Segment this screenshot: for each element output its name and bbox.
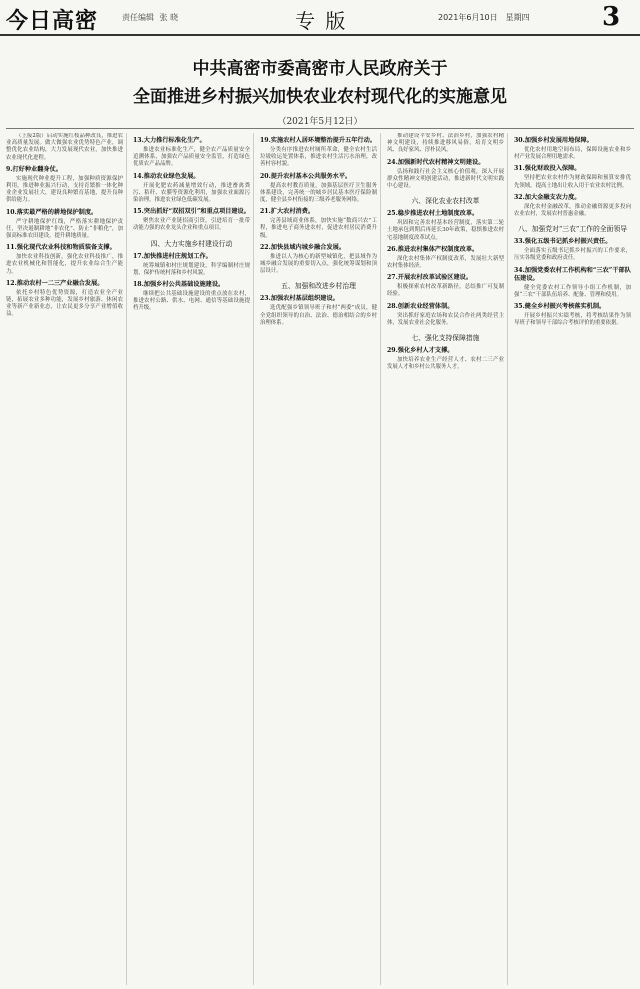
subheading: 23.加强农村基层组织建设。 [260, 295, 339, 303]
paragraph: 实施现代种业提升工程，加强种质资源保护利用，推进种业振兴行动，支持育繁推一体化种业企业发展壮大，建设良种繁育基地，提升良种供给能力。 [6, 175, 123, 204]
subheading: 30.加强乡村发展用地保障。 [514, 137, 593, 144]
editor-label: 责任编辑 [122, 13, 154, 22]
subheading: 13.大力推行标准化生产。 [133, 137, 206, 144]
masthead [0, 0, 640, 36]
paragraph: 积极探索农村改革新路径，总结推广可复制经验。 [387, 284, 504, 298]
subheading: 14.推动农业绿色发展。 [133, 172, 200, 180]
article-column [133, 133, 254, 985]
paragraph: 坚持把农业农村作为财政保障和预算安排优先领域，提高土地出让收入用于农业农村比例。 [514, 175, 631, 189]
paragraph: 健全党委农村工作领导小组工作机制，加强“三农”干部队伍培养、配备、管理和使用。 [514, 284, 631, 298]
subheading: 29.强化乡村人才支撑。 [387, 347, 454, 355]
subheading: 22.加快县域内城乡融合发展。 [260, 243, 346, 251]
paragraph: 分类有序推进农村厕所革命，健全农村生活垃圾收运处置体系，推进农村生活污水治理，改善村容村貌。 [260, 147, 377, 168]
paragraph: 全面落实五级书记抓乡村振兴的工作要求，压实各级党委和政府责任。 [514, 248, 631, 262]
divider [6, 128, 634, 129]
paragraph: 巩固和完善农村基本经营制度，落实第二轮土地承包到期后再延长30年政策，稳慎推进农村宅基地制度改革试点。 [387, 220, 504, 241]
subheading: 10.落实最严格的耕地保护制度。 [6, 208, 98, 216]
subheading: 34.加强党委农村工作机构和“三农”干部队伍建设。 [514, 266, 631, 282]
subheading: 19.实施农村人居环境整治提升五年行动。 [260, 137, 376, 144]
editor-name: 张 晓 [159, 13, 179, 22]
issue-date: 2021年6月10日 星期四 [438, 13, 530, 22]
publication-date: （2021年5月12日） [277, 117, 363, 127]
section-heading: 六、深化农业农村改革 [411, 197, 480, 206]
subheading: 15.突出抓好“双招双引”和重点项目建设。 [133, 208, 250, 216]
paragraph: 选优配强乡镇领导班子和村“两委”成员，健全党组织领导的自治、法治、德治相结合的乡村治理体系。 [260, 305, 377, 326]
subheading: 35.健全乡村振兴考核落实机制。 [514, 303, 606, 311]
paragraph: 深化农村金融改革，推动金融资源更多投向农业农村，发展农村普惠金融。 [514, 203, 631, 218]
paragraph: 深化农村集体产权制度改革，发展壮大新型农村集体经济。 [387, 255, 504, 270]
paragraph: 加快培养农业生产经营人才、农村二三产业发展人才和乡村公共服务人才。 [387, 357, 504, 371]
paragraph: 严守耕地保护红线，严格落实耕地保护责任，坚决遏制耕地“非农化”、防止“非粮化”，加强高标准农田建设，提升耕地质量。 [6, 218, 123, 240]
page-number: 3 [602, 2, 621, 32]
paragraph: 优化农村用地空间布局，保障设施农业和乡村产业发展合理用地需求。 [514, 147, 631, 161]
subheading: 25.稳步推进农村土地制度改革。 [387, 210, 479, 218]
subheading: 18.加强乡村公共基础设施建设。 [133, 281, 225, 289]
subheading: 28.创新农业经营体制。 [387, 302, 454, 310]
paragraph: 加快农业科技创新，强化农业科技推广，推进农业机械化和智能化，提升农业综合生产能力。 [6, 254, 123, 275]
section-heading: 八、加强党对“三农”工作的全面领导 [518, 225, 627, 234]
paragraph: （上接2版）启动实施红枝品种改良，推进农业高质量发展。做大做强农业优势特色产业，调整优化农业结构，大力发展现代农业，加快推进农业现代化进程。 [6, 133, 123, 161]
subheading: 20.提升农村基本公共服务水平。 [260, 172, 352, 180]
subheading: 9.打好种业翻身仗。 [6, 165, 62, 173]
section-heading: 七、强化支持保障措施 [411, 334, 480, 343]
section-name: 专 版 [295, 9, 348, 33]
subheading: 33.强化五级书记抓乡村振兴责任。 [514, 238, 612, 246]
section-heading: 五、加强和改进乡村治理 [281, 282, 356, 291]
paragraph: 开展乡村振兴实绩考核，将考核结果作为领导班子和领导干部综合考核评价的重要依据。 [514, 313, 631, 327]
subheading: 31.强化财政投入保障。 [514, 165, 581, 173]
paragraph: 完善县域商业体系，加快实施“数商兴农”工程，推进电子商务进农村，促进农村居民消费升级。 [260, 218, 377, 239]
article-column [387, 133, 508, 985]
paragraph: 继续把公共基础设施建设的重点放在农村，推进农村公路、供水、电网、通信等基础设施提档升级。 [133, 291, 250, 312]
paragraph: 弘扬和践行社会主义核心价值观，深入开展群众性精神文明创建活动，推进新时代文明实践中心建设。 [387, 168, 504, 190]
article-column [6, 133, 127, 985]
paragraph: 聚焦农业产业链招商引资，引进培育一批带动能力强的农业龙头企业和重点项目。 [133, 218, 250, 232]
paper-name: 今日高密 [6, 8, 99, 34]
headline-line1: 中共高密市委高密市人民政府关于 [192, 59, 448, 79]
paragraph: 依托乡村特色优势资源，打造农业全产业链，拓展农业多种功能，发展乡村旅游、休闲农业等新产业新业态，让农民更多分享产业增值收益。 [6, 289, 123, 318]
headline-line2: 全面推进乡村振兴加快农业农村现代化的实施意见 [133, 87, 507, 107]
paragraph: 提高农村教育质量，加强基层医疗卫生服务体系建设，完善统一的城乡居民基本医疗保险制度，健全县乡村衔接的三级养老服务网络。 [260, 182, 377, 204]
subheading: 26.推进农村集体产权制度改革。 [387, 245, 479, 253]
paragraph: 推动建设平安乡村、法治乡村，加强农村精神文明建设，持续推进移风易俗，培育文明乡风、良好家风、淳朴民风。 [387, 133, 504, 154]
subheading: 17.加快推进村庄规划工作。 [133, 252, 212, 260]
paragraph: 开展化肥农药减量增效行动，推进畜禽粪污、秸秆、农膜等资源化利用，加强农业面源污染治理，推进农业绿色低碳发展。 [133, 182, 250, 204]
article-column [514, 133, 634, 985]
subheading: 24.加强新时代农村精神文明建设。 [387, 158, 485, 166]
article-columns [6, 133, 634, 985]
paragraph: 统筹城镇和村庄规划建设，科学编制村庄规划，保护传统村落和乡村风貌。 [133, 262, 250, 276]
paragraph: 推进农业标准化生产，健全农产品质量安全追溯体系，加强农产品质量安全监管，打造绿色优质农产品品牌。 [133, 147, 250, 168]
paragraph: 突出抓好家庭农场和农民合作社两类经营主体，发展农业社会化服务。 [387, 312, 504, 326]
paragraph: 推进以人为核心的新型城镇化，把县域作为城乡融合发展的重要切入点，强化统筹谋划和顶层设计。 [260, 253, 377, 275]
subheading: 32.加大金融支农力度。 [514, 193, 581, 201]
subheading: 27.开展农村改革试验区建设。 [387, 274, 473, 282]
subheading: 21.扩大农村消费。 [260, 208, 315, 216]
subheading: 11.强化现代农业科技和物质装备支撑。 [6, 244, 116, 252]
subheading: 12.推动农村一二三产业融合发展。 [6, 279, 104, 287]
section-heading: 四、大力实施乡村建设行动 [150, 239, 233, 248]
article-column [260, 133, 381, 985]
editor-credit [122, 12, 181, 23]
